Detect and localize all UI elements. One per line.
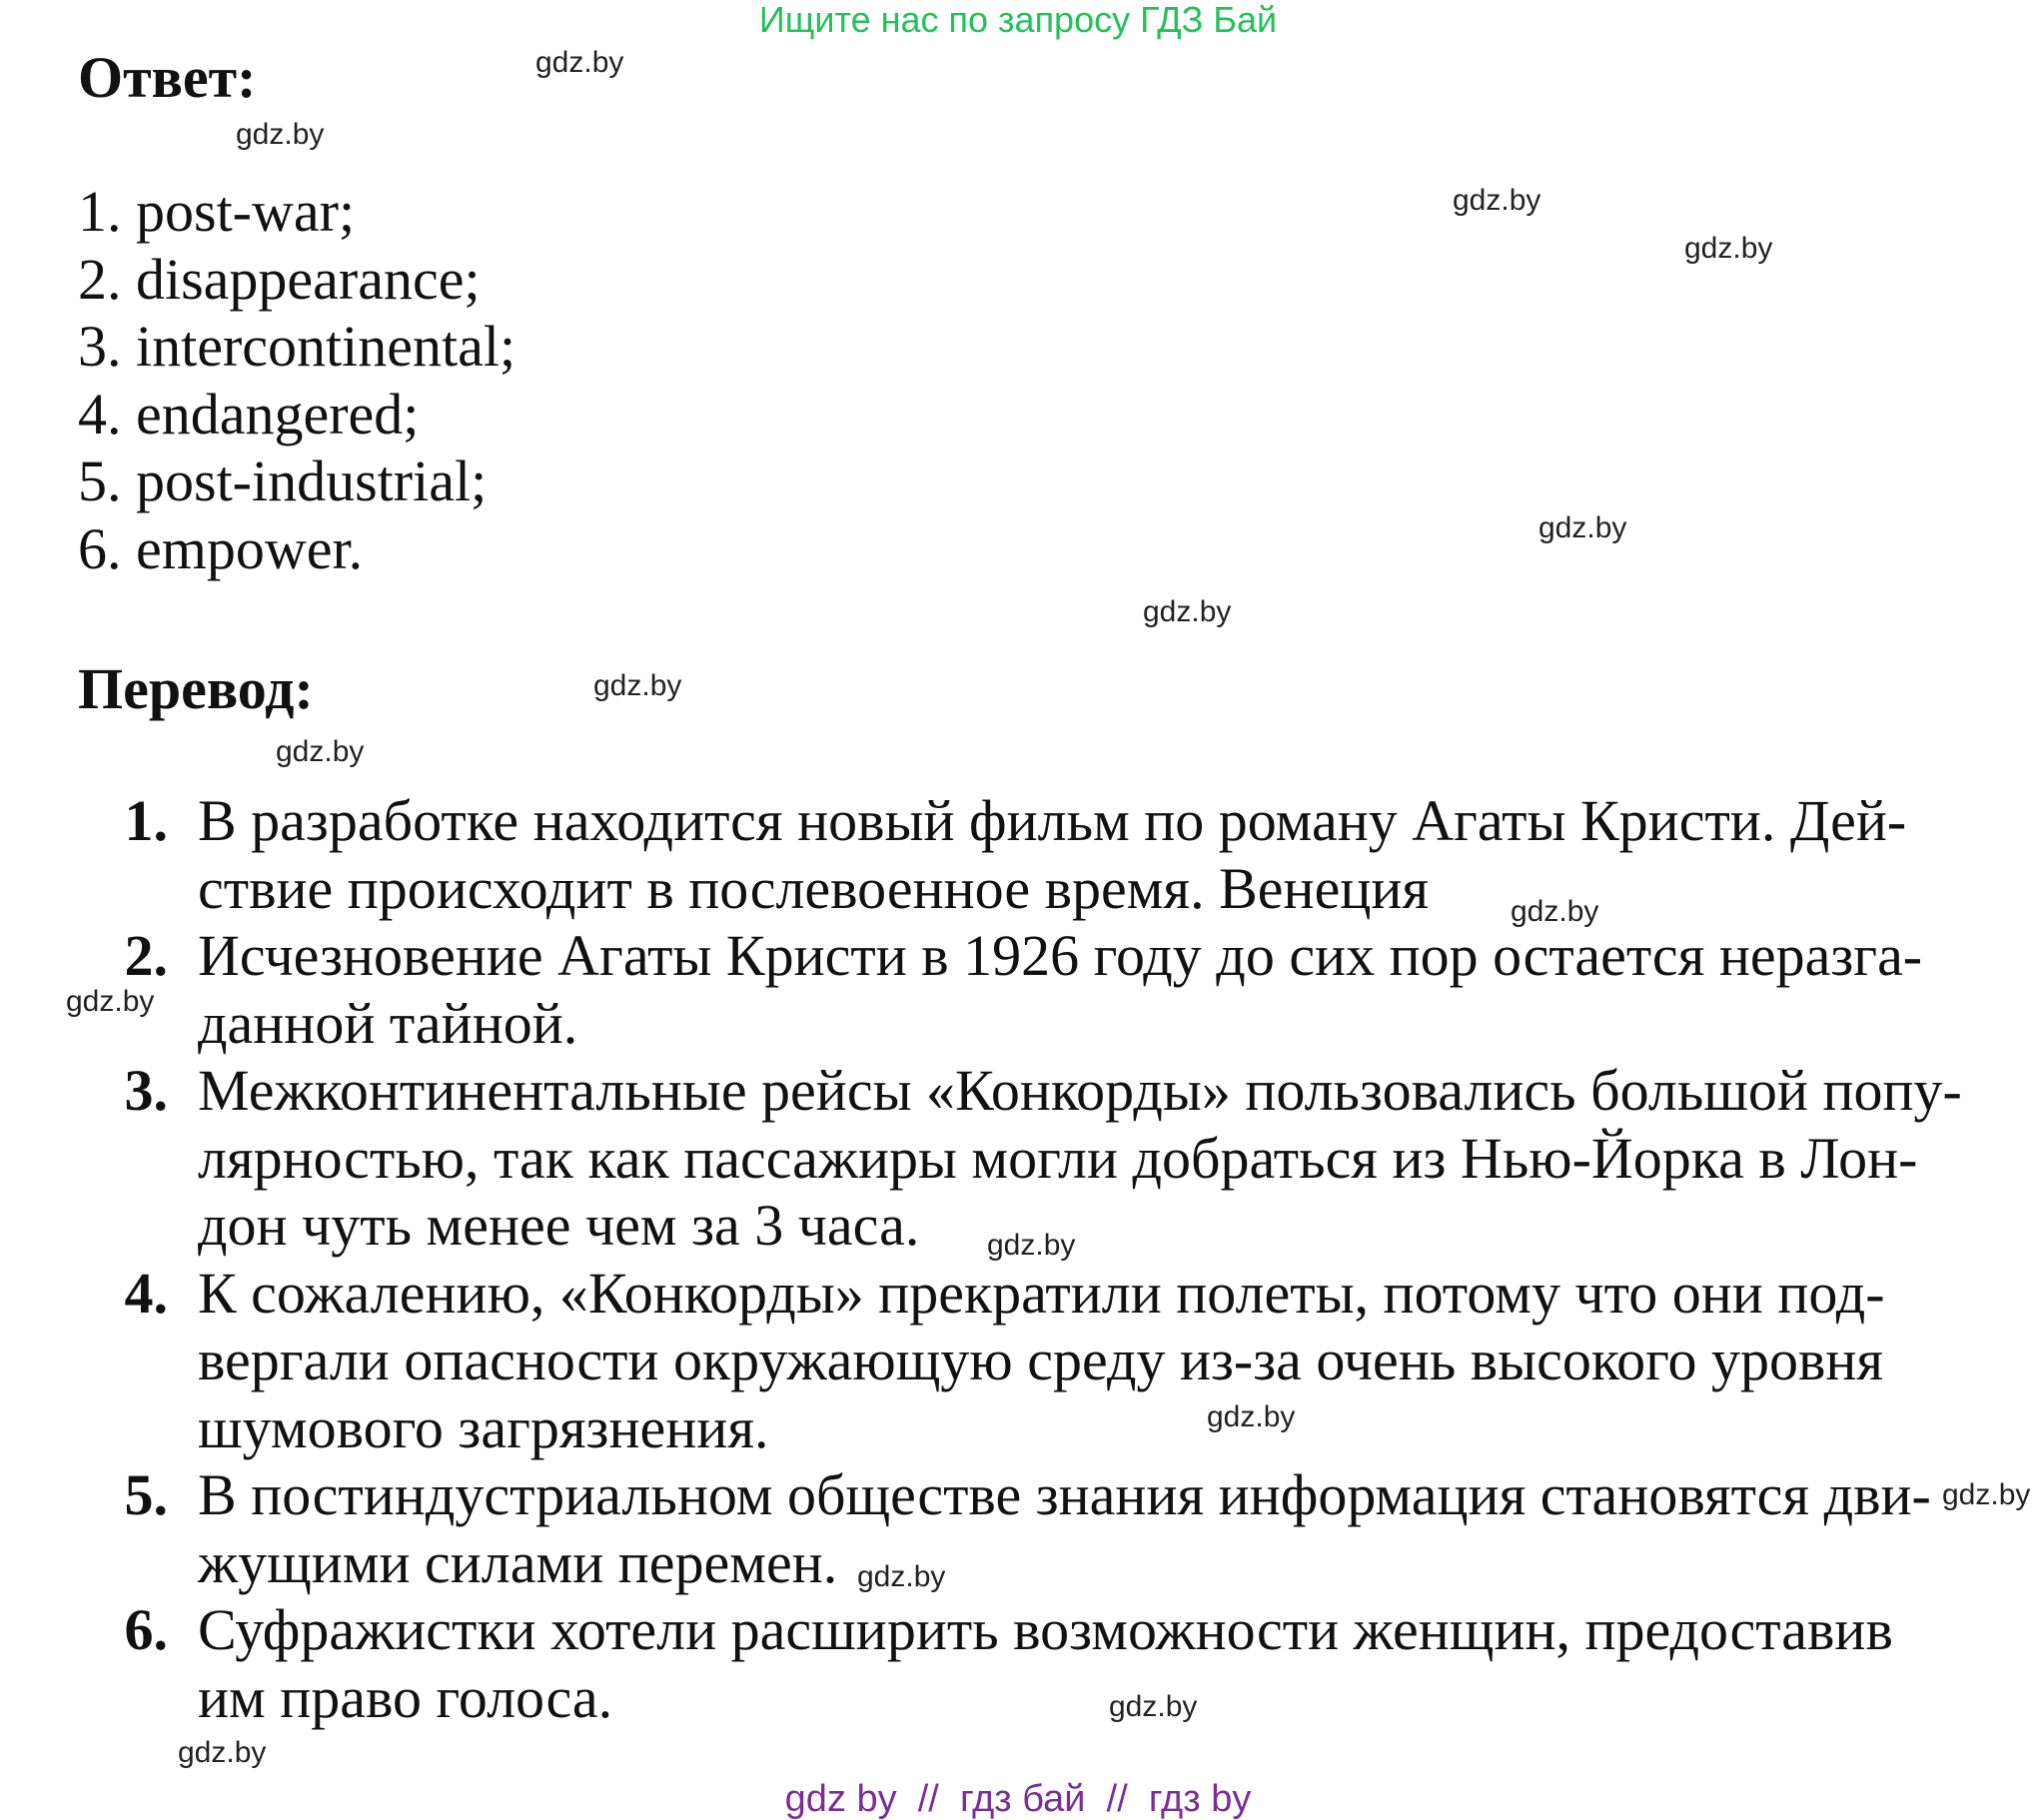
- watermark: gdz.by: [276, 735, 365, 768]
- text-line: лярностью, так как пассажиры могли добраться из Нью-Йорка в Лон-: [198, 1125, 1918, 1191]
- item-text: [168, 1596, 1893, 1731]
- answer-item: 3. intercontinental;: [78, 314, 516, 379]
- watermark: gdz.by: [1143, 595, 1232, 628]
- watermark: gdz.by: [535, 46, 624, 79]
- watermark: gdz.by: [1942, 1478, 2031, 1511]
- watermark: gdz.by: [987, 1229, 1076, 1262]
- translation-item: [78, 787, 1976, 922]
- text-line: вергали опасности окружающую среду из-за очень высокого уровня: [198, 1328, 1884, 1392]
- watermark: gdz.by: [178, 1736, 267, 1769]
- text-line: Суфражистки хотели расширить возможности женщин, предоставив: [198, 1597, 1893, 1662]
- text-line: дон чуть менее чем за 3 часа.: [198, 1193, 920, 1258]
- watermark: gdz.by: [1511, 895, 1599, 928]
- translation-heading: Перевод:: [78, 656, 314, 721]
- item-number: 5.: [124, 1462, 168, 1527]
- top-banner: Ищите нас по запросу ГДЗ Бай: [758, 0, 1278, 40]
- watermark: gdz.by: [66, 985, 155, 1018]
- item-number: 1.: [124, 788, 168, 853]
- translation-item: [78, 1461, 1976, 1596]
- text-line: им право голоса.: [198, 1664, 613, 1730]
- watermark: gdz.by: [1207, 1400, 1296, 1433]
- text-line: В разработке находится новый фильм по роману Агаты Кристи. Дей-: [198, 788, 1907, 853]
- answer-item: 4. endangered;: [78, 381, 420, 447]
- item-text: [168, 922, 1922, 1057]
- text-line: данной тайной.: [198, 990, 578, 1056]
- translation-item: [78, 1260, 1976, 1462]
- item-number: 3.: [124, 1058, 168, 1123]
- text-line: Межконтинентальные рейсы «Конкорды» пользовались большой попу-: [198, 1058, 1962, 1123]
- text-line: ствие происходит в послевоенное время. Венеция: [198, 855, 1430, 921]
- watermark: gdz.by: [1453, 184, 1541, 217]
- answer-item: 5. post-industrial;: [78, 449, 488, 513]
- answer-heading: Ответ:: [78, 45, 257, 110]
- watermark: gdz.by: [1538, 511, 1627, 544]
- answer-item: 1. post-war;: [78, 179, 356, 244]
- answer-item: 6. empower.: [78, 515, 364, 581]
- item-number: 2.: [124, 923, 168, 988]
- item-text: [168, 1260, 1885, 1462]
- item-text: [168, 1461, 1931, 1596]
- translation-item: [78, 922, 1976, 1057]
- answer-list: [78, 178, 515, 582]
- text-line: В постиндустриальном обществе знания информация становятся дви-: [198, 1462, 1931, 1527]
- item-text: [168, 787, 1906, 922]
- text-line: жущими силами перемен.: [198, 1529, 838, 1595]
- watermark: gdz.by: [1109, 1690, 1198, 1723]
- watermark: gdz.by: [1684, 232, 1773, 265]
- footer-links: gdz by // гдз бай // гдз by: [784, 1778, 1252, 1820]
- answer-item: 2. disappearance;: [78, 246, 481, 312]
- item-number: 4.: [124, 1260, 168, 1326]
- translation-item: [78, 1596, 1976, 1731]
- text-line: Исчезновение Агаты Кристи в 1926 году до сих пор остается неразга-: [198, 923, 1923, 988]
- text-line: шумового загрязнения.: [198, 1394, 769, 1460]
- watermark: gdz.by: [236, 118, 325, 151]
- watermark: gdz.by: [593, 669, 682, 702]
- watermark: gdz.by: [857, 1560, 946, 1593]
- item-number: 6.: [124, 1597, 168, 1662]
- text-line: К сожалению, «Конкорды» прекратили полеты, потому что они под-: [198, 1260, 1885, 1326]
